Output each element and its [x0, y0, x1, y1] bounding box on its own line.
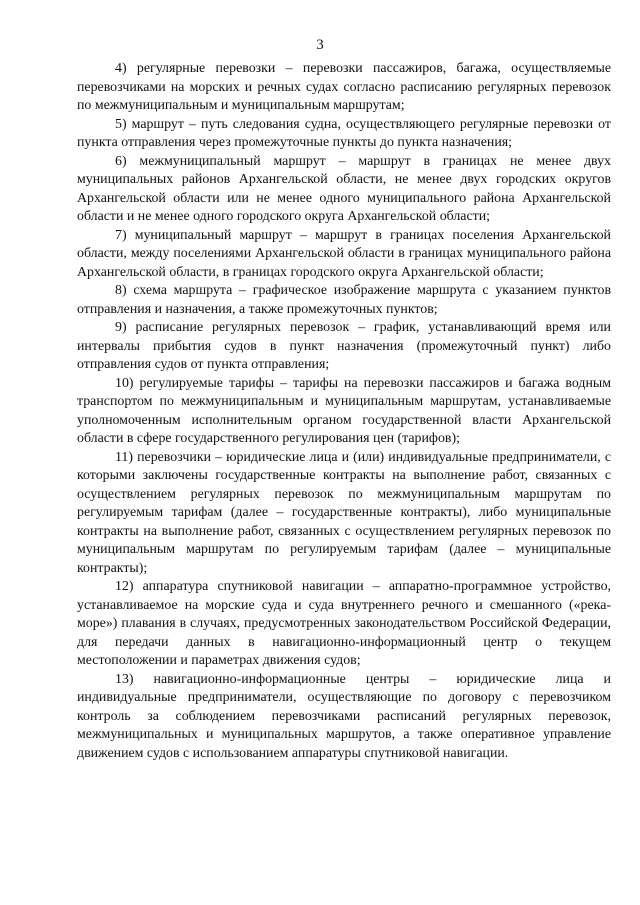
page-number: 3: [316, 37, 324, 53]
definition-paragraph-11: 11) перевозчики – юридические лица и (или) индивидуальные предприниматели, с которыми заключены государственные контракты на выполнение работ, связанных с осуществлением регулярных перевозок по межмуниципальным маршрутам по регулируемым тарифам (далее – государственные контракты), либо муниципальные контракты на выполнение работ, связанных с осуществлением регулярных перевозок по муниципальным маршрутам по регулируемым тарифам (далее – муниципальные контракты);: [77, 449, 611, 576]
document-body: [77, 60, 611, 763]
definition-paragraph-13: 13) навигационно-информационные центры – юридические лица и индивидуальные предприниматели, осуществляющие по договору с перевозчиком контроль за соблюдением перевозчиками расписаний регулярных перевозок, межмуниципальных и муниципальных маршрутов, а также оперативное управление движением судов с использованием аппаратуры спутниковой навигации.: [77, 671, 611, 761]
definition-paragraph-7: 7) муниципальный маршрут – маршрут в границах поселения Архангельской области, между поселениями Архангельской области в границах муниципального района Архангельской области, в границах городского округа Архангельской области;: [77, 227, 611, 280]
definition-paragraph-8: 8) схема маршрута – графическое изображение маршрута с указанием пунктов отправления и назначения, а также промежуточных пунктов;: [77, 283, 611, 317]
definition-paragraph-4: 4) регулярные перевозки – перевозки пассажиров, багажа, осуществляемые перевозчиками на морских и речных судах согласно расписанию регулярных перевозок по межмуниципальным и муниципальным маршрутам;: [77, 61, 611, 113]
definition-paragraph-10: 10) регулируемые тарифы – тарифы на перевозки пассажиров и багажа водным транспортом по межмуниципальным и муниципальным маршрутам, устанавливаемые уполномоченным исполнительным органом государственной власти Архангельской области в сфере государственного регулирования цен (тарифов);: [77, 375, 611, 446]
definition-paragraph-5: 5) маршрут – путь следования судна, осуществляющего регулярные перевозки от пункта отправления через промежуточные пункты до пункта назначения;: [77, 116, 611, 150]
definition-paragraph-12: 12) аппаратура спутниковой навигации – аппаратно-программное устройство, устанавливаемое на морские суда и суда внутреннего речного и смешанного («река-море») плавания в случаях, предусмотренных законодательством Российской Федерации, для передачи данных в навигационно-информационный центр о текущем местоположении и параметрах движения судов;: [77, 579, 611, 668]
definition-paragraph-6: 6) межмуниципальный маршрут – маршрут в границах не менее двух муниципальных районов Архангельской области, не менее двух городских округов Архангельской области или не менее одного муниципального района Архангельской области и не менее одного городского округа Архангельской области;: [77, 153, 611, 224]
definition-paragraph-9: 9) расписание регулярных перевозок – график, устанавливающий время или интервалы прибытия судов в пункт назначения (промежуточный пункт) либо отправления судов от пункта отправления;: [77, 320, 611, 372]
